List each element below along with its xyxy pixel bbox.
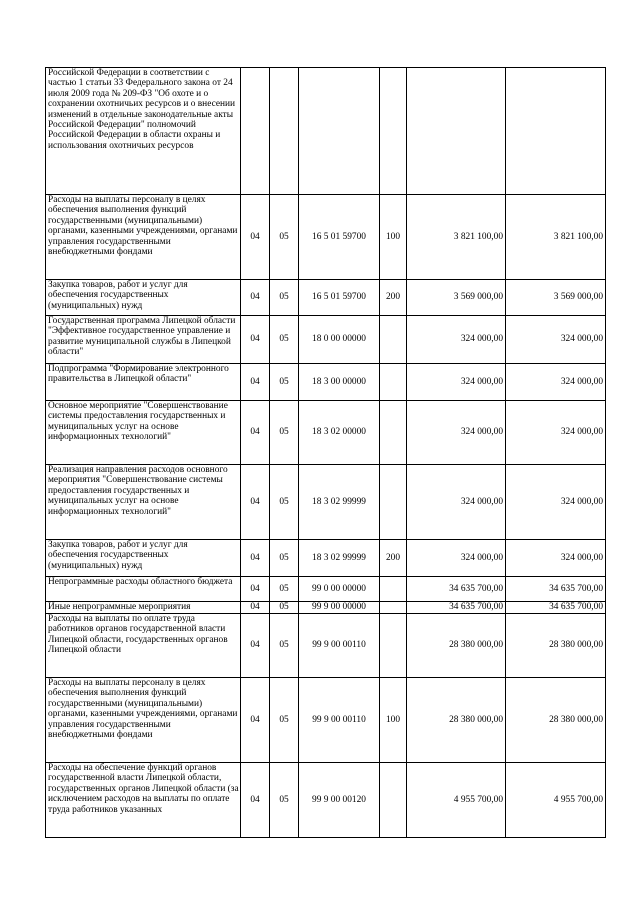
amount-cell: 3 821 100,00 <box>506 195 606 280</box>
table-row <box>46 316 606 364</box>
section-cell: 04 <box>241 316 270 364</box>
table-row <box>46 465 606 540</box>
amount-cell: 4 955 700,00 <box>407 763 506 838</box>
amount-cell: 324 000,00 <box>407 364 506 401</box>
section-cell: 04 <box>241 577 270 602</box>
amount-cell: 34 635 700,00 <box>506 602 606 614</box>
table-row <box>46 577 606 602</box>
amount-cell: 324 000,00 <box>506 316 606 364</box>
table-row <box>46 195 606 280</box>
subsection-cell <box>270 68 299 195</box>
target-code-cell: 99 9 00 00110 <box>299 614 380 678</box>
table-row <box>46 540 606 577</box>
row-name-cell: Государственная программа Липецкой области "Эффективное государственное управление и развитие муниципальной службы в Липецкой области" <box>46 316 241 364</box>
target-code-cell: 18 3 02 99999 <box>299 540 380 577</box>
row-name-cell: Иные непрограммные мероприятия <box>46 602 241 614</box>
subsection-cell: 05 <box>270 465 299 540</box>
amount-cell: 324 000,00 <box>506 364 606 401</box>
table-row <box>46 68 606 195</box>
expense-type-cell: 200 <box>380 280 407 316</box>
amount-cell: 324 000,00 <box>407 465 506 540</box>
row-name-cell: Подпрограмма "Формирование электронного правительства в Липецкой области" <box>46 364 241 401</box>
expense-type-cell: 100 <box>380 195 407 280</box>
amount-cell: 3 569 000,00 <box>407 280 506 316</box>
table-body <box>46 68 606 838</box>
row-name-cell: Закупка товаров, работ и услуг для обеспечения государственных (муниципальных) нужд <box>46 280 241 316</box>
row-name-cell: Российской Федерации в соответствии с частью 1 статьи 33 Федерального закона от 24 июля 2009 года № 209-ФЗ "Об охоте и о сохранении охотничьих ресурсов и о внесении изменений в отдельные законодательные акты Российской Федерации" полномочий Российской Федерации в области охраны и использования охотничьих ресурсов <box>46 68 241 195</box>
expense-type-cell <box>380 577 407 602</box>
row-name-cell: Основное мероприятие "Совершенствование системы предоставления государственных и муниципальных услуг на основе информационных технологий" <box>46 401 241 465</box>
section-cell: 04 <box>241 401 270 465</box>
amount-cell: 28 380 000,00 <box>506 614 606 678</box>
subsection-cell: 05 <box>270 678 299 763</box>
amount-cell: 3 821 100,00 <box>407 195 506 280</box>
subsection-cell: 05 <box>270 401 299 465</box>
amount-cell: 324 000,00 <box>506 401 606 465</box>
table-row <box>46 401 606 465</box>
expense-type-cell: 100 <box>380 678 407 763</box>
table-row <box>46 364 606 401</box>
expense-type-cell <box>380 316 407 364</box>
amount-cell: 4 955 700,00 <box>506 763 606 838</box>
target-code-cell: 18 3 02 00000 <box>299 401 380 465</box>
expense-type-cell <box>380 614 407 678</box>
amount-cell: 34 635 700,00 <box>407 602 506 614</box>
amount-cell: 324 000,00 <box>506 465 606 540</box>
expense-type-cell <box>380 763 407 838</box>
amount-cell: 324 000,00 <box>407 316 506 364</box>
table-row <box>46 280 606 316</box>
expense-type-cell <box>380 68 407 195</box>
section-cell: 04 <box>241 678 270 763</box>
subsection-cell: 05 <box>270 195 299 280</box>
subsection-cell: 05 <box>270 763 299 838</box>
amount-cell: 324 000,00 <box>407 401 506 465</box>
table-row <box>46 614 606 678</box>
expense-type-cell <box>380 465 407 540</box>
expense-type-cell <box>380 401 407 465</box>
subsection-cell: 05 <box>270 540 299 577</box>
section-cell: 04 <box>241 195 270 280</box>
amount-cell: 28 380 000,00 <box>506 678 606 763</box>
section-cell: 04 <box>241 602 270 614</box>
table-row <box>46 602 606 614</box>
target-code-cell: 99 9 00 00000 <box>299 602 380 614</box>
amount-cell <box>407 68 506 195</box>
amount-cell: 34 635 700,00 <box>407 577 506 602</box>
target-code-cell: 16 5 01 59700 <box>299 280 380 316</box>
target-code-cell: 18 3 00 00000 <box>299 364 380 401</box>
amount-cell: 28 380 000,00 <box>407 614 506 678</box>
row-name-cell: Реализация направления расходов основного мероприятия "Совершенствование системы предоставления государственных и муниципальных услуг на основе информационных технологий" <box>46 465 241 540</box>
row-name-cell: Расходы на обеспечение функций органов государственной власти Липецкой области, государственных органов Липецкой области (за исключением расходов на выплаты по оплате труда работников указанных <box>46 763 241 838</box>
subsection-cell: 05 <box>270 280 299 316</box>
expense-type-cell <box>380 602 407 614</box>
target-code-cell: 99 9 00 00110 <box>299 678 380 763</box>
target-code-cell: 18 3 02 99999 <box>299 465 380 540</box>
expense-type-cell: 200 <box>380 540 407 577</box>
section-cell: 04 <box>241 364 270 401</box>
amount-cell: 3 569 000,00 <box>506 280 606 316</box>
budget-table <box>45 67 606 838</box>
section-cell: 04 <box>241 465 270 540</box>
amount-cell: 324 000,00 <box>506 540 606 577</box>
target-code-cell: 18 0 00 00000 <box>299 316 380 364</box>
row-name-cell: Расходы на выплаты персоналу в целях обеспечения выполнения функций государственными (муниципальными) органами, казенными учреждениями, органами управления государственными внебюджетными фондами <box>46 678 241 763</box>
row-name-cell: Закупка товаров, работ и услуг для обеспечения государственных (муниципальных) нужд <box>46 540 241 577</box>
table-row <box>46 763 606 838</box>
target-code-cell <box>299 68 380 195</box>
row-name-cell: Расходы на выплаты по оплате труда работников органов государственной власти Липецкой области, государственных органов Липецкой области <box>46 614 241 678</box>
target-code-cell: 99 9 00 00120 <box>299 763 380 838</box>
subsection-cell: 05 <box>270 614 299 678</box>
row-name-cell: Расходы на выплаты персоналу в целях обеспечения выполнения функций государственными (муниципальными) органами, казенными учреждениями, органами управления государственными внебюджетными фондами <box>46 195 241 280</box>
subsection-cell: 05 <box>270 577 299 602</box>
amount-cell <box>506 68 606 195</box>
subsection-cell: 05 <box>270 316 299 364</box>
amount-cell: 28 380 000,00 <box>407 678 506 763</box>
target-code-cell: 16 5 01 59700 <box>299 195 380 280</box>
amount-cell: 324 000,00 <box>407 540 506 577</box>
subsection-cell: 05 <box>270 364 299 401</box>
section-cell: 04 <box>241 614 270 678</box>
section-cell: 04 <box>241 763 270 838</box>
section-cell: 04 <box>241 280 270 316</box>
amount-cell: 34 635 700,00 <box>506 577 606 602</box>
expense-type-cell <box>380 364 407 401</box>
row-name-cell: Непрограммные расходы областного бюджета <box>46 577 241 602</box>
target-code-cell: 99 0 00 00000 <box>299 577 380 602</box>
section-cell <box>241 68 270 195</box>
table-row <box>46 678 606 763</box>
subsection-cell: 05 <box>270 602 299 614</box>
section-cell: 04 <box>241 540 270 577</box>
